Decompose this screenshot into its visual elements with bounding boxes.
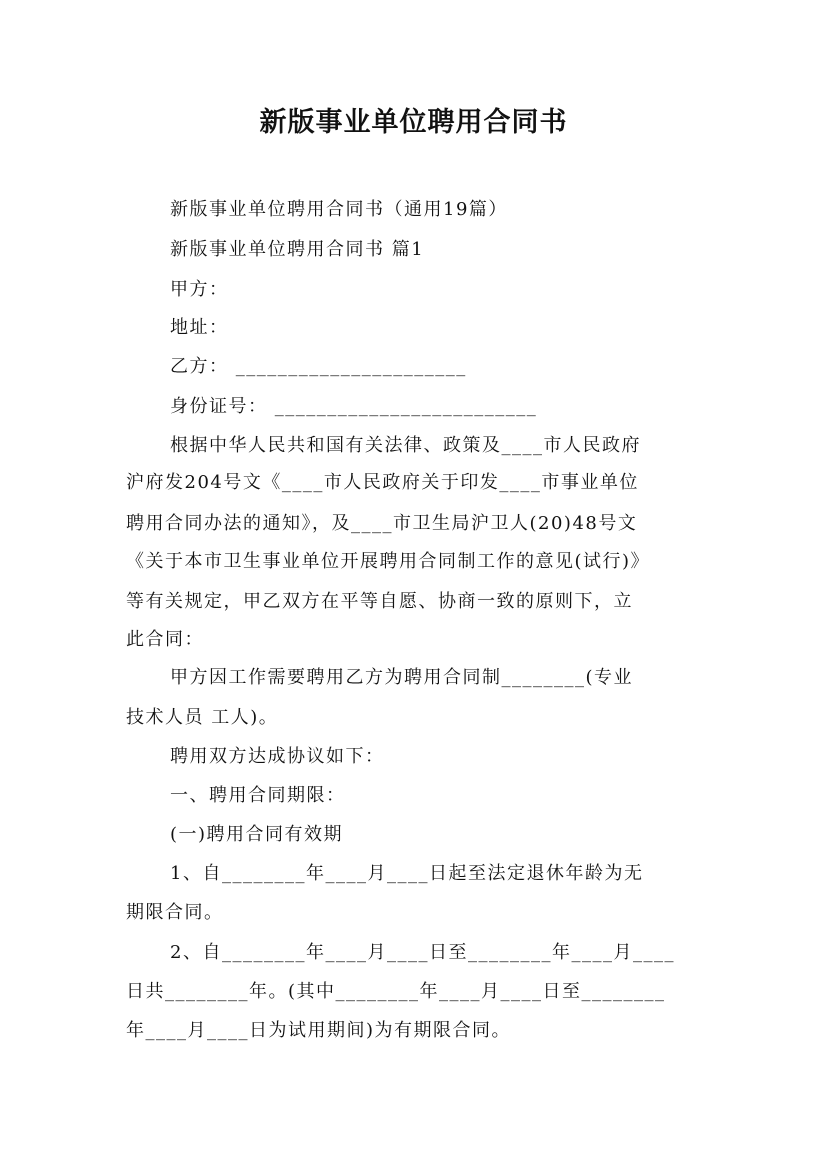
paragraph-line: 此合同： <box>126 629 204 650</box>
party-a-label: 甲方： <box>170 279 229 300</box>
paragraph-line: 沪府发204号文《____市人民政府关于印发____市事业单位 <box>126 472 639 493</box>
paragraph-line: 技术人员 工人)。 <box>126 707 279 728</box>
clause-heading: 一、聘用合同期限： <box>170 785 346 806</box>
clause-item: 2、自________年____月____日至________年____月____ <box>170 942 675 963</box>
clause-subheading: (一)聘用合同有效期 <box>170 824 344 845</box>
subtitle-line: 新版事业单位聘用合同书（通用19篇） <box>170 199 508 220</box>
paragraph-line: 等有关规定，甲乙双方在平等自愿、协商一致的原则下，立 <box>126 591 633 612</box>
section-heading: 新版事业单位聘用合同书 篇1 <box>170 239 425 260</box>
clause-item: 日共________年。(其中________年____月____日至________ <box>126 981 666 1002</box>
party-b-label: 乙方： ______________________ <box>170 356 467 377</box>
id-number-label: 身份证号： _________________________ <box>170 396 538 417</box>
clause-item: 1、自________年____月____日起至法定退休年龄为无 <box>170 863 644 884</box>
document-title: 新版事业单位聘用合同书 <box>259 107 568 138</box>
address-label: 地址： <box>170 317 229 338</box>
paragraph-line: 聘用合同办法的通知》，及____市卫生局沪卫人(20)48号文 <box>126 513 638 534</box>
paragraph-line: 根据中华人民共和国有关法律、政策及____市人民政府 <box>170 435 641 456</box>
paragraph-line: 《关于本市卫生事业单位开展聘用合同制工作的意见(试行)》 <box>126 551 651 572</box>
clause-item: 年____月____日为试用期间)为有期限合同。 <box>126 1020 512 1041</box>
paragraph-line: 聘用双方达成协议如下： <box>170 746 385 767</box>
paragraph-line: 甲方因工作需要聘用乙方为聘用合同制________(专业 <box>170 667 634 688</box>
clause-item: 期限合同。 <box>126 902 224 923</box>
